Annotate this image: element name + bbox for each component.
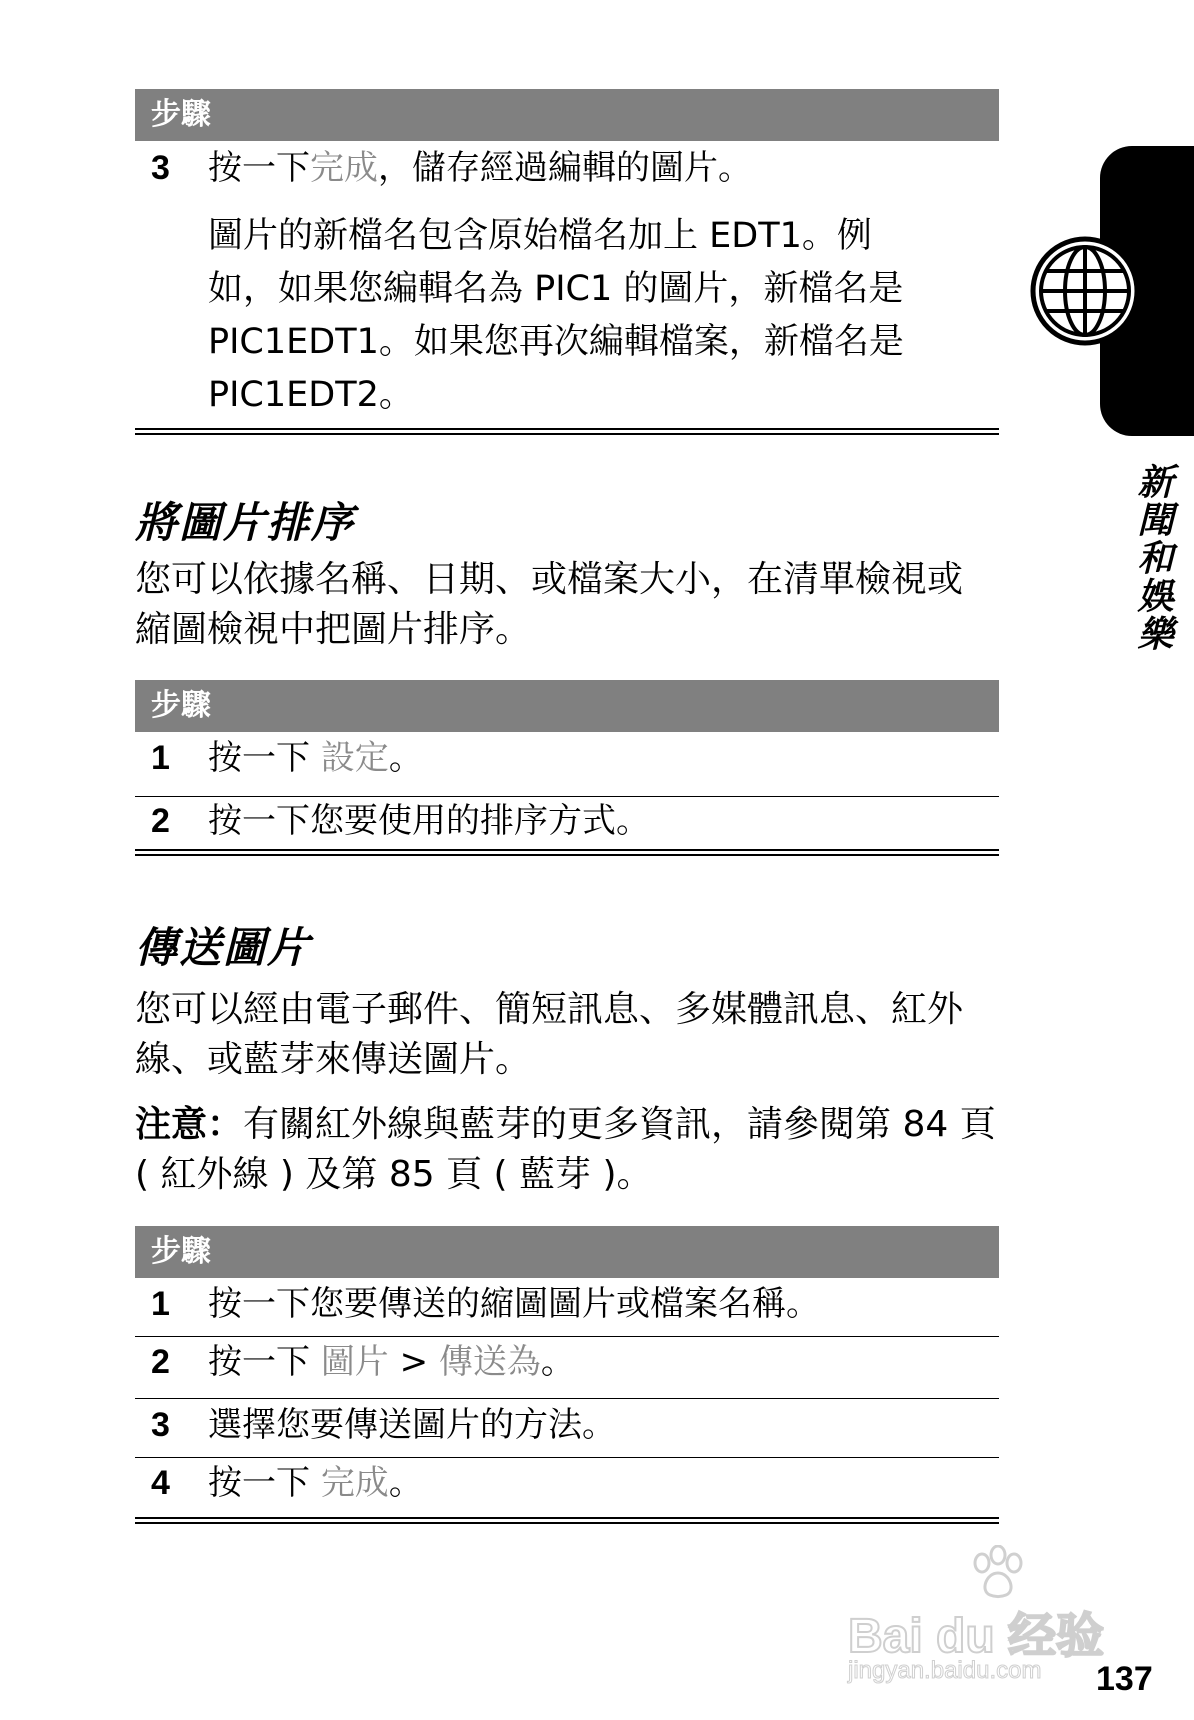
step-text: 按一下 圖片 > 傳送為。 (208, 1342, 575, 1382)
watermark-brand: Bai du 经验 (848, 1610, 1105, 1663)
section-divider (135, 428, 999, 435)
note-line: ( 紅外線 ) 及第 85 頁 ( 藍芽 )。 (135, 1154, 653, 1195)
ui-label-pictures: 圖片 (320, 1342, 389, 1382)
note-label: 注意： (135, 1104, 244, 1145)
step-text: 按一下您要使用的排序方式。 (208, 801, 650, 841)
paw-icon (968, 1545, 1028, 1601)
intro-line: 縮圖檢視中把圖片排序。 (135, 609, 532, 650)
steps-header: 步驟 (135, 680, 999, 732)
filename-note (208, 210, 904, 422)
globe-icon (1030, 236, 1140, 346)
note-line: 圖片的新檔名包含原始檔名加上 EDT1。例 (208, 216, 872, 256)
step-divider (135, 1398, 999, 1399)
step-number: 4 (151, 1464, 170, 1502)
section-heading-sort: 將圖片排序 (135, 498, 356, 547)
step-text: 按一下您要傳送的縮圖圖片或檔案名稱。 (208, 1284, 820, 1324)
step-number: 1 (151, 1285, 170, 1323)
steps-header: 步驟 (135, 1226, 999, 1278)
sort-intro (135, 555, 963, 655)
note-line: PIC1EDT2。 (208, 375, 414, 415)
step-divider (135, 1336, 999, 1337)
step-number: 2 (151, 802, 170, 840)
intro-line: 您可以經由電子郵件、簡短訊息、多媒體訊息、紅外 (135, 989, 964, 1030)
step-number: 3 (151, 1406, 170, 1444)
section-divider (135, 849, 999, 856)
step-number: 2 (151, 1343, 170, 1381)
watermark-url: jingyan.baidu.com (848, 1657, 1042, 1684)
note-line: 注意：有關紅外線與藍芽的更多資訊，請參閱第 84 頁 (135, 1104, 996, 1145)
note-line: PIC1EDT1。如果您再次編輯檔案，新檔名是 (208, 322, 904, 362)
step-divider (135, 796, 999, 797)
step-number: 1 (151, 739, 170, 777)
ui-label-done: 完成 (310, 148, 378, 188)
section-divider (135, 1517, 999, 1524)
step-text: 按一下完成，儲存經過編輯的圖片。 (208, 148, 752, 188)
step-text: 按一下 設定。 (208, 738, 423, 778)
send-note (135, 1100, 996, 1200)
ui-label-done: 完成 (320, 1463, 389, 1503)
ui-label-settings: 設定 (320, 738, 389, 778)
step-text: 選擇您要傳送圖片的方法。 (208, 1405, 616, 1445)
intro-line: 您可以依據名稱、日期、或檔案大小，在清單檢視或 (135, 559, 964, 600)
page-number: 137 (1096, 1660, 1153, 1698)
send-intro (135, 985, 963, 1085)
step-divider (135, 1457, 999, 1458)
step-number: 3 (151, 149, 170, 187)
note-line: 如，如果您編輯名為 PIC1 的圖片，新檔名是 (208, 269, 904, 309)
steps-header: 步驟 (135, 89, 999, 141)
section-heading-send: 傳送圖片 (135, 923, 312, 972)
step-text: 按一下 完成。 (208, 1463, 423, 1503)
ui-label-send-as: 傳送為 (438, 1342, 541, 1382)
chapter-title: 新聞和娛樂 (1132, 463, 1173, 653)
intro-line: 線、或藍芽來傳送圖片。 (135, 1039, 532, 1080)
